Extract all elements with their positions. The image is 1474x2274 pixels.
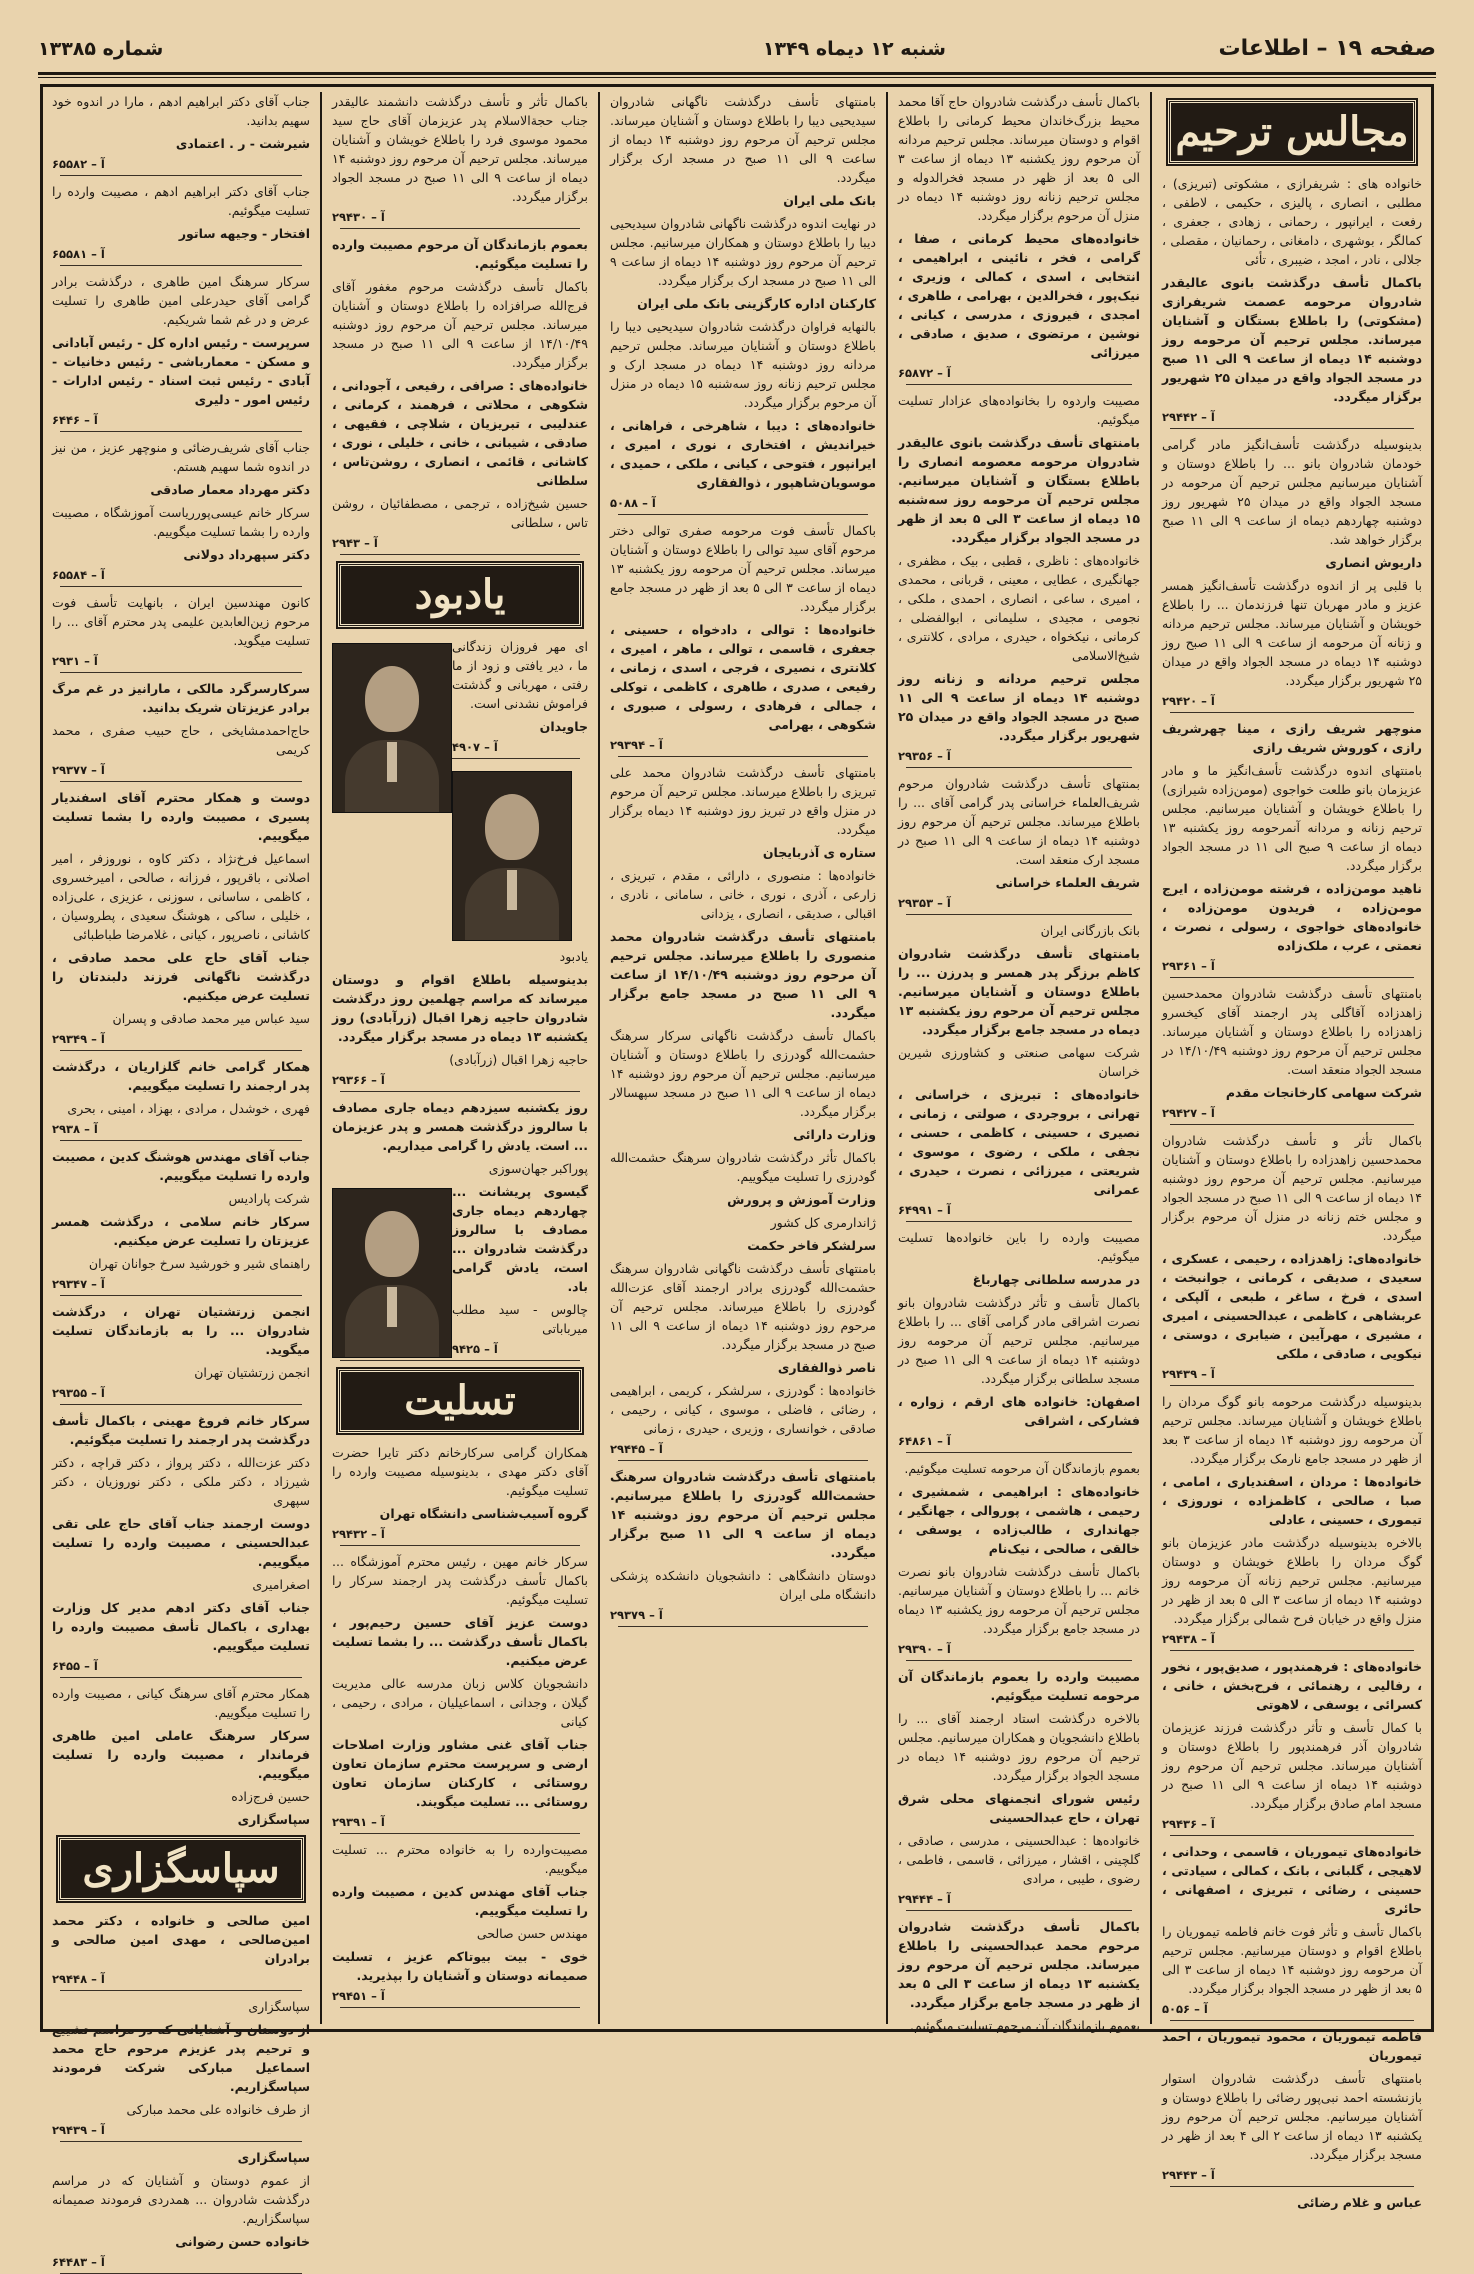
notice-divider bbox=[60, 431, 302, 432]
notice-list bbox=[1162, 174, 1422, 2212]
notice-divider bbox=[1170, 712, 1414, 713]
notice-divider bbox=[60, 1404, 302, 1405]
notice-text: خانواده‌ها : مردان ، اسفندیاری ، امامی ، صبا ، صالحی ، کاظمزاده ، نوروزی ، تیموری ، حسینی ، عادلی bbox=[1162, 1474, 1422, 1527]
notice-text: حاجیه زهرا اقبال (زرآبادی) bbox=[449, 1052, 588, 1067]
notice-text: یادبود bbox=[559, 949, 588, 964]
portrait-photo bbox=[452, 771, 572, 941]
header-rule bbox=[38, 72, 1436, 75]
notice-list bbox=[610, 92, 876, 1627]
banner-sepasgozari: سپاسگزاری bbox=[58, 1837, 304, 1901]
notice-text: همکار گرامی خانم گلزاریان ، درگذشت پدر ارجمند را تسلیت میگوییم. bbox=[52, 1059, 310, 1093]
column-1 bbox=[1154, 92, 1430, 2210]
notice-text: راهنمای شیر و خورشید سرخ جوانان تهران bbox=[88, 1256, 310, 1271]
notice-text: بدینوسیله درگذشت تأسف‌انگیز مادر گرامی خودمان شادروان بانو ... را باطلاع دوستان و آشنایان میرسانیم مجلس ترحیم آن مرحومه در مسجد الجواد واقع در میدان ۲۵ شهریور روز دوشنبه چهاردهم دیماه از ساعت ۹ الی ۱۱ صبح برگزار خواهد شد. bbox=[1162, 437, 1422, 547]
notice-text: خانواده‌ها : عبدالحسینی ، مدرسی ، صادقی ، گلچینی ، اقشار ، میرزائی ، قاسمی ، فاطمی ، رضوی ، طیبی ، مرادی bbox=[898, 1833, 1140, 1886]
notice-divider bbox=[906, 1660, 1132, 1661]
notice-text: سپاسگزاری bbox=[237, 2150, 310, 2165]
notice-text: خانواده‌های : ابراهیمی ، شمشیری ، رحیمی ، هاشمی ، پوروالی ، جهانگیر ، جهانداری ، طالب‌زاده ، یوسفی ، خالقی ، صالحی ، نیک‌نام bbox=[898, 1484, 1140, 1556]
notice-text: رئیس شورای انجمنهای محلی شرق تهران ، حاج عبدالحسینی bbox=[898, 1791, 1140, 1825]
notice-divider bbox=[906, 384, 1132, 385]
notice-divider bbox=[1170, 1650, 1414, 1651]
notice-text: باکمال تأسف درگذشت ناگهانی سرکار سرهنگ حشمت‌الله گودرزی را باطلاع دوستان و آشنایان میرسانیم. مجلس ترحیم آن مرحوم روز دوشنبه ۱۴ دیماه از ساعت ۹ الی ۱۱ صبح در مسجد سپهسالار برگزار میگردد. bbox=[610, 1028, 876, 1119]
notice-text: حسین فرج‌زاده bbox=[231, 1789, 310, 1804]
notice-text: بالاخره بدینوسیله درگذشت مادر عزیزمان بانو گوگ مردان را باطلاع خویشان و دوستان میرسانیم. مجلس ترحیم زنانه آن مرحومه روز دوشنبه ۱۴ دیماه از ساعت ۳ الی ۵ بعد از ظهر در منزل واقع در خیابان فرح شمالی برگزار میگردد. bbox=[1162, 1535, 1422, 1626]
notice-text: مصیبت‌وارده را به خانواده محترم ... تسلیت میگوییم. bbox=[332, 1842, 588, 1876]
notice-text: باکمال تأسف درگذشت بانوی عالیقدر شادروان مرحومه عصمت شریفرازی (مشکوتی) را باطلاع بستگان و آشنایان میرساند. مجلس ترحیم آن مرحومه روز دوشنبه ۱۴ دیماه از ساعت ۹ الی ۱۱ صبح در مسجد الجواد واقع در میدان ۲۵ شهریور برگزار میگردد. bbox=[1162, 275, 1422, 404]
notice-text: دوست و همکار محترم آقای اسفندیار پسیری ، مصیبت وارده را بشما تسلیت میگوییم. bbox=[52, 790, 310, 843]
notice-text: در مدرسه سلطانی چهارباغ bbox=[972, 1272, 1140, 1287]
notice-divider bbox=[60, 672, 302, 673]
notice-divider bbox=[340, 1833, 580, 1834]
notice-code: آ – ۲۹۴۵۱ bbox=[332, 1989, 385, 2003]
notice-text: همکار محترم آقای سرهنگ کیانی ، مصیبت وارده را تسلیت میگوییم. bbox=[52, 1686, 310, 1720]
notice-text: دکتر مهرداد معمار صادقی bbox=[150, 482, 310, 497]
portrait-head bbox=[365, 1211, 419, 1277]
notice-text: جناب آقای غنی مشاور وزارت اصلاحات ارضی و سرپرست محترم سازمان تعاون روستائی ، کارکنان سازمان تعاون روستائی ... تسلیت میگویند. bbox=[332, 1737, 588, 1809]
column-divider bbox=[598, 92, 600, 2024]
notice-text: بانک ملی ایران bbox=[783, 193, 876, 208]
portrait-tie bbox=[507, 870, 517, 910]
notice-list bbox=[52, 1911, 310, 2274]
notice-text: خانواده‌ها : گودرزی ، سرلشکر ، کریمی ، ابراهیمی ، رضائی ، فاضلی ، موسوی ، کیانی ، رحیمی ، صادقی ، خوانساری ، وزیری ، حیدری ، زمانی bbox=[610, 1383, 876, 1436]
notice-divider bbox=[1170, 428, 1414, 429]
notice-text: با کمال تأسف و تأثر درگذشت فرزند عزیزمان شادروان آذر فرهمندپور را باطلاع دوستان و آشنایان میرساند. مجلس ترحیم آن مرحوم روز دوشنبه ۱۴ دیماه از ساعت ۹ الی ۱۱ صبح در مسجد امام صادق برگزار میگردد. bbox=[1162, 1720, 1422, 1811]
banner-tasliyat: تسلیت bbox=[338, 1369, 582, 1433]
notice-text: جناب آقای مهندس هوشنگ کدین ، مصیبت وارده را تسلیت میگوییم. bbox=[52, 1149, 310, 1183]
notice-code: آ – ۲۹۳۶۶ bbox=[332, 1073, 385, 1087]
notice-text: بعموم بازماندگان آن مرحوم مصیبت وارده را تسلیت میگوئیم. bbox=[332, 237, 588, 271]
notice-list bbox=[332, 92, 588, 555]
notice-code: آ – ۶۴۴۶ bbox=[52, 413, 98, 427]
notice-text: بمنتهای تأسف درگذشت شادروان مرحوم شریف‌العلماء خراسانی پدر گرامی آقای ... را باطلاع میرساند. مجلس ترحیم آن مرحوم روز دوشنبه ۱۴ دیماه از ساعت ۹ الی ۱۱ صبح در مسجد ارک منعقد است. bbox=[898, 776, 1140, 867]
notice-text: با قلبی پر از اندوه درگذشت تأسف‌انگیز همسر عزیز و مادر مهربان تنها فرزندمان ... را باطلاع خویشان و آشنایان میرساند. مجلس ترحیم مردانه و زنانه آن مرحومه از ساعت ۹ الی ۱۱ صبح روز دوشنبه ۱۴ دیماه در مسجد الجواد واقع در میدان ۲۵ شهریور برگزار میگردد. bbox=[1162, 578, 1422, 688]
notice-list bbox=[898, 92, 1140, 2035]
notice-text: جناب آقای دکتر ابراهیم ادهم ، مارا در اندوه خود سهیم بدانید. bbox=[52, 94, 310, 128]
notice-code: آ – ۲۹۳۵۳ bbox=[898, 896, 951, 910]
notice-text: از طرف خانواده علی محمد مبارکی bbox=[126, 2102, 310, 2117]
notice-code: آ – ۲۹۳۷۷ bbox=[52, 763, 105, 777]
notice-text: گیسوی پریشانت ... چهاردهم دیماه جاری مصادف با سالروز درگذشت شادروان ... است، یادش گرامی باد. bbox=[452, 1184, 588, 1294]
notice-text: خانواده‌های : دیبا ، شاهرخی ، فراهانی ، خیراندیش ، افتخاری ، نوری ، امیری ، ایرانپور ، فتوحی ، کیانی ، ملکی ، حمیدی ، موسویان‌شاهپور ، ذوالفقاری bbox=[610, 418, 876, 490]
notice-code: آ – ۶۴۹۹۱ bbox=[898, 1203, 951, 1217]
notice-text: روز یکشنبه سیزدهم دیماه جاری مصادف با سالروز درگذشت همسر و پدر عزیزمان ... است. یادش را گرامی میداریم. bbox=[332, 1100, 588, 1153]
notice-divider bbox=[60, 1295, 302, 1296]
notice-text: خانواده‌های: زاهدزاده ، رحیمی ، عسکری ، سعیدی ، صدیقی ، کرمانی ، جوانبخت ، اسدی ، فرخ ، ساغر ، طبعی ، آلپکی ، عربشاهی ، کاظمی ، عبدالحسینی ، امیری ، مشیری ، مهرآیین ، ضیابری ، دوستی ، نیکویی ، صادقی ، ملکی bbox=[1162, 1251, 1422, 1361]
notice-text: خانواده‌های : صرافی ، رفیعی ، آجودانی ، شکوهی ، محلاتی ، فرهمند ، کرمانی ، عندلیبی ، تبریزیان ، شلاچی ، فقیهی ، صادقی ، شیبانی ، خانی ، خلیلی ، نوری ، کاشانی ، قائمی ، انصاری ، روشن‌تاس ، سلطانی bbox=[332, 378, 588, 488]
notice-text: خانواده های : شریفرازی ، مشکوتی (تبریزی) ، مطلبی ، انصاری ، پالیزی ، حکیمی ، لاطفی ، رفعت ، ایرانپور ، رحمانی ، زهادی ، جعفری ، کمالگر ، بوشهری ، دامغانی ، رحمانیان ، مقصلی ، جلالی ، نادر ، امجد ، ضیبری ، تأئی bbox=[1162, 176, 1422, 267]
notice-divider bbox=[60, 1990, 302, 1991]
column-2 bbox=[890, 92, 1148, 2033]
banner-majlis-tarhim: مجالس ترحیم bbox=[1168, 100, 1416, 164]
notice-text: بالنهایه فراوان درگذشت شادروان سیدیحیی دیبا را باطلاع دوستان و آشنایان میرساند. مجلس ترحیم مردانه روز دوشنبه ۱۴ دیماه در مسجد ارک و مجلس ترحیم زنانه روز سه‌شنبه ۱۵ دیماه در منزل آن مرحوم برگزار میگردد. bbox=[610, 319, 876, 410]
notice-text: باکمال تأثر و تأسف درگذشت دانشمند عالیقدر جناب حجةالاسلام پدر عزیزمان آقای حاج سید محمود موسوی فرد را باطلاع خویشان و آشنایان میرساند. مجلس ترحیم آن مرحوم روز دوشنبه ۱۴ دیماه از ساعت ۹ الی ۱۱ صبح در مسجد الجواد برگزار میگردد. bbox=[332, 94, 589, 204]
notice-code: آ – ۲۹۴۴۴ bbox=[898, 1892, 951, 1906]
notice-text: جناب آقای حاج علی محمد صادقی ، درگذشت ناگهانی فرزند دلبندتان را تسلیت عرض میکنیم. bbox=[52, 950, 310, 1003]
notice-text: بعموم بازماندگان آن مرحوم تسلیت میگوئیم. bbox=[910, 2018, 1140, 2033]
notice-text: شریف العلماء خراسانی bbox=[995, 875, 1140, 890]
notice-text: افتخار - وجیهه ساتور bbox=[178, 226, 310, 241]
notice-divider bbox=[60, 1050, 302, 1051]
notice-text: وزارت آموزش و پرورش bbox=[727, 1192, 876, 1207]
notice-text: منوچهر شریف رازی ، مینا چهرشریف رازی ، کوروش شریف رازی bbox=[1162, 721, 1422, 755]
notice-divider bbox=[60, 2141, 302, 2142]
notice-code: آ – ۲۹۳۹۱ bbox=[332, 1815, 385, 1829]
notice-code: آ – ۲۹۳۱ bbox=[52, 654, 98, 668]
notice-text: انجمن زرتشتیان تهران ، درگذشت شادروان ... را به بازماندگان تسلیت میگوید. bbox=[52, 1304, 310, 1357]
notice-text: اصفهان: خانواده های ارقم ، زواره ، فشارکی ، اشراقی bbox=[898, 1394, 1140, 1428]
notice-code: آ – ۲۹۳۷۹ bbox=[610, 1608, 663, 1622]
notice-code: آ – ۲۹۳۸ bbox=[52, 1122, 98, 1136]
column-5 bbox=[44, 92, 318, 2269]
notice-text: دکتر عزت‌الله ، دکتر پرواز ، دکتر قراچه ، دکتر شیرزاد ، دکتر ملکی ، دکتر نوروزیان ، دکتر سپهری bbox=[52, 1455, 310, 1508]
banner-yadbood: یادبود bbox=[338, 563, 582, 627]
notice-text: داریوش انصاری bbox=[1325, 555, 1422, 570]
notice-divider bbox=[60, 1677, 302, 1678]
notice-text: گروه آسیب‌شناسی دانشگاه تهران bbox=[379, 1506, 588, 1521]
portrait-tie bbox=[387, 742, 397, 782]
notice-text: ژاندارمری کل کشور bbox=[770, 1215, 876, 1230]
notice-text: بامنتهای تأسف درگذشت شادروان کاظم برزگر پدر همسر و پدرزن ... را باطلاع دوستان و آشنایان میرسانیم. مجلس ترحیم آن مرحوم روز یکشنبه ۱۳ دیماه در مسجد جامع برگزار میگردد. bbox=[898, 946, 1140, 1037]
notice-divider bbox=[618, 1460, 868, 1461]
notice-text: ناصر ذوالفقاری bbox=[777, 1360, 876, 1375]
notice-text: باکمال تأسف درگذشت شادروان حاج آقا محمد محیط بزرگ‌خاندان محیط کرمانی را باطلاع اقوام و دوستان میرساند. مجلس ترحیم مردانه آن مرحوم روز یکشنبه ۱۳ دیماه از ساعت ۳ الی ۵ بعد از ظهر در مسجد فخرالدوله و مجلس ترحیم زنانه روز دوشنبه ۱۴ دیماه در منزل آن مرحوم برگزار میگردد. bbox=[898, 94, 1140, 223]
notice-text: دوست عزیز آقای حسین رحیم‌پور ، باکمال تأسف درگذشت ... را بشما تسلیت عرض میکنیم. bbox=[332, 1615, 588, 1668]
notice-text: همکاران گرامی سرکارخانم دکتر تایرا حضرت آقای دکتر مهدی ، بدینوسیله مصیبت وارده را تسلیت میگوئیم. bbox=[332, 1445, 588, 1498]
notice-divider bbox=[60, 175, 302, 176]
notice-code: آ – ۲۹۴۲۷ bbox=[1162, 1106, 1215, 1120]
notice-divider bbox=[60, 781, 302, 782]
notice-divider bbox=[906, 767, 1132, 768]
notice-text: عباس و غلام رضائی bbox=[1297, 2195, 1422, 2210]
notice-code: آ – ۲۹۴۳۶ bbox=[1162, 1817, 1215, 1831]
portrait-photo bbox=[332, 1188, 452, 1358]
notice-text: بامنتهای تأسف درگذشت شادروان محمدحسین زاهدزاده آقاگلی پدر ارجمند آقای کیخسرو زاهدزاده را باطلاع دوستان و آشنایان میرساند. مجلس ترحیم آن مرحوم روز دوشنبه ۱۴/۱۰/۴۹ در مسجد الجواد منعقد است. bbox=[1162, 986, 1422, 1077]
notice-text: باکمال تأسف درگذشت شادروان مرحوم محمد عبدالحسینی را باطلاع میرساند. مجلس ترحیم آن مرحوم روز یکشنبه ۱۳ دیماه از ساعت ۳ الی ۵ بعد از ظهر در مسجد جامع برگزار میگردد. bbox=[898, 1919, 1140, 2010]
notice-code: آ – ۲۹۴۳۰ bbox=[332, 210, 385, 224]
notice-code: آ – ۵۰۵۶ bbox=[1162, 2002, 1208, 2016]
notice-text: باکمال تأثر درگذشت شادروان سرهنگ حشمت‌الله گودرزی را تسلیت میگوییم. bbox=[610, 1150, 876, 1184]
notice-code: آ – ۲۹۳۵۶ bbox=[898, 749, 951, 763]
notice-text: بامنتهای تأسف درگذشت شادروان استوار بازنشسته احمد نبی‌پور رضائی را باطلاع دوستان و آشنایان میرسانیم. مجلس ترحیم آن مرحوم روز یکشنبه ۱۳ دیماه از ساعت ۲ الی ۴ بعد از ظهر در مسجد برگزار میگردد. bbox=[1162, 2071, 1422, 2162]
notice-text: سرکار سرهنگ امین طاهری ، درگذشت برادر گرامی آقای حیدرعلی امین طاهری را تسلیت عرض و در غم شما شریکیم. bbox=[52, 274, 310, 327]
notice-text: بالاخره درگذشت استاد ارجمند آقای ... را باطلاع دانشجویان و همکاران میرسانیم. مجلس ترحیم آن مرحوم روز دوشنبه ۱۴ دیماه در مسجد الجواد برگزار میگردد. bbox=[898, 1711, 1140, 1783]
notice-text: سرکار خانم فروغ مهینی ، باکمال تأسف درگذشت پدر ارجمند را تسلیت میگوئیم. bbox=[52, 1413, 310, 1447]
notice-text: سپاسگزاری bbox=[237, 1812, 310, 1827]
issue-number: شماره ۱۳۳۸۵ bbox=[38, 38, 164, 60]
notice-text: جناب آقای دکتر ابراهیم ادهم ، مصیبت وارده را تسلیت میگوئیم. bbox=[52, 184, 310, 218]
notice-text: از عموم دوستان و آشنایان که در مراسم درگذشت شادروان ... همدردی فرمودند صمیمانه سپاسگزاریم. bbox=[52, 2173, 310, 2226]
notice-text: شرکت پارادیس bbox=[228, 1191, 310, 1206]
notice-text: دانشجویان کلاس زبان مدرسه عالی مدیریت گیلان ، وجدانی ، اسماعیلیان ، مرادی ، رحیمی ، کیانی bbox=[332, 1676, 588, 1729]
notice-code: آ – ۲۹۴۴۵ bbox=[610, 1442, 663, 1456]
notice-text: خانواده‌ها : منصوری ، دارائی ، مقدم ، تبریزی ، زارعی ، آذری ، نوری ، خانی ، سامانی ، نادری ، اقبالی ، صدیقی ، انصاری ، یزدانی bbox=[610, 868, 876, 921]
notice-code: آ – ۲۹۴۳ bbox=[332, 536, 378, 550]
notice-divider bbox=[340, 2007, 580, 2008]
portrait-tie bbox=[387, 1287, 397, 1327]
notice-text: بدینوسیله باطلاع اقوام و دوستان میرساند که مراسم چهلمین روز درگذشت شادروان حاجیه زهرا اقبال (زرآبادی) روز یکشنبه ۱۳ دیماه در مسجد برگزار میگردد. bbox=[332, 972, 588, 1044]
notice-text: خانواده‌های : ناظری ، قطبی ، بیک ، مظفری ، جهانگیری ، عطایی ، معینی ، قربانی ، محمدی ، امیری ، ساعی ، انصاری ، احمدی ، ملکی ، نجومی ، مجیدی ، سلیمانی ، ابوالفضلی ، کرمانی ، نیکخواه ، حیدری ، مرادی ، کلانتری ، شیخ‌الاسلامی bbox=[898, 553, 1140, 663]
notice-divider bbox=[1170, 1835, 1414, 1836]
notice-text: دوستان دانشگاهی : دانشجویان دانشکده پزشکی دانشگاه ملی ایران bbox=[610, 1568, 876, 1602]
notice-text: مصیبت وارده را باین خانواده‌ها تسلیت میگوئیم. bbox=[898, 1230, 1140, 1264]
notice-text: بانک بازرگانی ایران bbox=[1040, 923, 1140, 938]
notice-divider bbox=[340, 554, 580, 555]
notice-code: آ – ۶۴۸۶۱ bbox=[898, 1434, 951, 1448]
notice-text: شیرشت - ر . اعتمادی bbox=[175, 136, 310, 151]
notice-text: بامنتهای تأسف درگذشت ناگهانی شادروان سرهنگ حشمت‌الله گودرزی برادر ارجمند آقای عزت‌الله گودرزی را باطلاع میرساند. مجلس ترحیم آن مرحوم روز دوشنبه ۱۴ دیماه از ساعت ۹ الی ۱۱ صبح در مسجد برگزار میگردد. bbox=[610, 1261, 876, 1352]
notice-text: دوست ارجمند جناب آقای حاج علی تقی عبدالحسینی ، مصیبت وارده را تسلیت میگوییم. bbox=[52, 1516, 310, 1569]
notice-divider bbox=[60, 265, 302, 266]
notice-text: پوراکبر جهان‌سوزی bbox=[488, 1161, 588, 1176]
notice-text: خانواده‌های : فرهمندپور ، صدیق‌پور ، نخور ، رفالیی ، رهنمائی ، فرح‌بخش ، خانی ، کسرائی ، یوسفی ، لاهوتی bbox=[1162, 1659, 1422, 1712]
column-divider bbox=[320, 92, 322, 2024]
notice-text: مجلس ترحیم مردانه و زنانه روز دوشنبه ۱۴ دیماه از ساعت ۹ الی ۱۱ صبح در مسجد الجواد واقع در میدان ۲۵ شهریور برگزار میگردد. bbox=[898, 671, 1140, 743]
notice-code: آ – ۲۹۳۶۱ bbox=[1162, 959, 1215, 973]
notice-text: سید عباس میر محمد صادقی و پسران bbox=[112, 1011, 310, 1026]
notice-text: حاج‌احمدمشایخی ، حاج حبیب صفری ، محمد کریمی bbox=[52, 723, 310, 757]
notice-code: آ – ۲۹۴۳۹ bbox=[1162, 1367, 1215, 1381]
notice-text: سرکارسرگرد مالکی ، مارانیز در غم مرگ برادر عزیزتان شریک بدانید. bbox=[52, 681, 310, 715]
notice-code: آ – ۹۴۲۵ bbox=[452, 1342, 498, 1356]
notice-divider bbox=[618, 514, 868, 515]
notice-text: باکمال تأثر و تأسف درگذشت شادروان محمدحسین زاهدزاده را باطلاع دوستان و آشنایان میرسانیم. مجلس ترحیم آن مرحوم روز دوشنبه ۱۴ دیماه از ساعت ۹ الی ۱۱ صبح در مسجد الجواد و مجلس ختم زنانه در منزل آن مرحوم برگزار میگردد. bbox=[1162, 1133, 1422, 1243]
notice-text: فهری ، خوشدل ، مرادی ، بهزاد ، امینی ، بحری bbox=[67, 1101, 310, 1116]
column-3 bbox=[602, 92, 884, 2022]
notice-code: آ – ۲۹۳۹۰ bbox=[898, 1642, 951, 1656]
notice-text: باکمال تأسف درگذشت شادروان بانو نصرت خانم ... را باطلاع دوستان و آشنایان میرسانیم. مجلس ترحیم آن مرحومه روز یکشنبه ۱۳ دیماه در مسجد جامع برگزار میگردد. bbox=[898, 1564, 1141, 1636]
portrait-head bbox=[365, 666, 419, 732]
page-label: صفحه ۱۹ – اطلاعات bbox=[1218, 36, 1436, 61]
notice-text: حسین شیخ‌زاده ، ترجمی ، مصطفائیان ، روشن تاس ، سلطانی bbox=[332, 496, 588, 530]
notice-text: جناب آقای دکتر ادهم مدیر کل وزارت بهداری ، باکمال تأسف مصیبت وارده را تسلیت میگوییم. bbox=[52, 1600, 310, 1653]
notice-code: آ – ۶۵۸۷۲ bbox=[898, 366, 951, 380]
notice-text: خانواده‌های محیط کرمانی ، صفا ، گرامی ، فخر ، نائینی ، ابراهیمی ، انتخابی ، اسدی ، کمالی ، وزیری ، نیک‌پور ، فخرالدین ، بهرامی ، طاهری ، امجدی ، فیروزی ، مدرسی ، کیانی ، نوشین ، مرتضوی ، صدیق ، صادقی ، میرزائی bbox=[898, 231, 1140, 360]
notice-text: سرکار سرهنگ عاملی امین طاهری فرماندار ، مصیبت وارده را تسلیت میگوییم. bbox=[52, 1728, 310, 1781]
notice-code: آ – ۲۹۴۳۲ bbox=[332, 1527, 385, 1541]
portrait-head bbox=[485, 794, 539, 860]
notice-text: خانواده‌های : تبریزی ، خراسانی ، تهرانی ، بروجردی ، صولتی ، زمانی ، نصیری ، حسینی ، کاظمی ، حسنی ، نجفی ، ملکی ، رضوی ، موسوی ، شریعتی ، میرزائی ، نصرت ، حیدری ، عمرانی bbox=[898, 1087, 1140, 1197]
notice-text: سرپرست - رئیس اداره کل - رئیس آبادانی و مسکن - معمارباشی - رئیس دخانیات - آبادی - رئیس ثبت اسناد - رئیس ادارات - رئیس امور - دلیری bbox=[52, 335, 310, 407]
notice-text: بامنتهای تأسف درگذشت ناگهانی شادروان سیدیحیی دیبا را باطلاع دوستان و آشنایان میرساند. مجلس ترحیم آن مرحوم روز دوشنبه ۱۴ دیماه از ساعت ۹ الی ۱۱ صبح در مسجد ارک برگزار میگردد. bbox=[610, 94, 876, 185]
notice-code: آ – ۲۹۴۴۲ bbox=[1162, 410, 1215, 424]
notice-text: بعموم بازماندگان آن مرحومه تسلیت میگوئیم. bbox=[904, 1461, 1140, 1476]
notice-text: بامنتهای اندوه درگذشت تأسف‌انگیز ما و مادر عزیزمان بانو طلعت خواجوی (مومن‌زاده شیرازی) را باطلاع خویشان و آشنایان میرسانیم. مجلس ترحیم زنانه و مردانه آنمرحومه روز یکشنبه ۱۳ دیماه از ساعت ۹ صبح الی ۱۱ در مسجد الجواد برگزار میگردد. bbox=[1162, 763, 1422, 873]
notice-text: فاطمه تیموریان ، محمود تیموریان ، احمد تیموریان bbox=[1162, 2029, 1422, 2063]
notice-text: ای مهر فروزان زندگانی ما ، دیر یافتی و زود از ما رفتی ، مهربانی و گذشتت فراموش نشدنی است. bbox=[452, 639, 588, 711]
notice-code: آ – ۶۴۴۸۳ bbox=[52, 2255, 105, 2269]
notice-divider bbox=[906, 914, 1132, 915]
notice-divider bbox=[618, 756, 868, 757]
column-divider bbox=[1150, 92, 1152, 2024]
notice-code: آ – ۲۹۴۲۰ bbox=[1162, 694, 1215, 708]
notice-divider bbox=[1170, 977, 1414, 978]
notice-code: آ – ۲۹۴۳۹ bbox=[52, 2123, 105, 2137]
notice-divider bbox=[340, 1360, 580, 1361]
notice-divider bbox=[1170, 1385, 1414, 1386]
notice-text: جناب آقای مهندس کدین ، مصیبت وارده را تسلیت میگوییم. bbox=[332, 1884, 588, 1918]
notice-text: اسماعیل فرخ‌نژاد ، دکتر کاوه ، نوروزفر ، امیر اصلانی ، باقرپور ، فرزانه ، صالحی ، امیرخسروی ، کاظمی ، ساسانی ، سوزنی ، عزیزی ، علی‌زاده ، خلیلی ، ساکی ، هوشنگ سعیدی ، پطروسیان ، کاشانی ، ناصرپور ، کیانی ، غلامرضا طباطبائی bbox=[52, 851, 310, 942]
notice-list bbox=[52, 92, 310, 1829]
notice-text: دکتر سپهرداد دولانی bbox=[183, 547, 310, 562]
notice-text: بامنتهای تأسف درگذشت بانوی عالیقدر شادروان مرحومه معصومه انصاری را باطلاع بستگان و آشنایان میرسانیم. مجلس ترحیم آن مرحومه روز سه‌شنبه ۱۵ دیماه از ساعت ۳ الی ۵ بعد از ظهر در مسجد الجواد برگزار میگردد. bbox=[898, 435, 1140, 545]
portrait-photo bbox=[332, 643, 452, 813]
notice-text: ستاره ی آذربایجان bbox=[762, 845, 876, 860]
notice-text: جناب آقای شریف‌رضائی و منوچهر عزیز ، من نیز در اندوه شما سهیم هستم. bbox=[52, 440, 310, 474]
notice-code: آ – ۲۹۳۴۹ bbox=[52, 1032, 105, 1046]
notice-text: باکمال تأسف درگذشت مرحوم مغفور آقای فرج‌الله صرافزاده را باطلاع دوستان و آشنایان میرساند. مجلس ترحیم آن مرحوم روز دوشنبه ۱۴/۱۰/۴۹ از ساعت ۹ الی ۱۱ صبح در مسجد برگزار میگردد. bbox=[332, 279, 588, 370]
notice-text: بامنتهای تأسف درگذشت شادروان سرهنگ حشمت‌الله گودرزی را باطلاع میرسانیم. مجلس ترحیم آن مرحوم روز دوشنبه ۱۴ دیماه از ساعت ۹ الی ۱۱ صبح برگزار میگردد. bbox=[610, 1469, 876, 1560]
notice-text: باکمال تأسف و تأثر درگذشت شادروان بانو نصرت اشراقی مادر گرامی آقای ... را باطلاع میرسانیم. مجلس ترحیم آن مرحومه روز دوشنبه ۱۴ دیماه از ساعت ۹ الی ۱۱ صبح در مسجد سلطانی برگزار میگردد. bbox=[898, 1295, 1140, 1386]
notice-divider bbox=[618, 1626, 868, 1627]
notice-text: باکمال تأسف و تأثر فوت خانم فاطمه تیموریان را باطلاع اقوام و دوستان میرسانیم. مجلس ترحیم آن مرحومه روز دوشنبه ۱۴ دیماه از ساعت ۳ الی ۵ بعد از ظهر در مسجد الجواد برگزار میگردد. bbox=[1162, 1924, 1422, 1996]
notice-code: آ – ۶۴۵۵ bbox=[52, 1659, 98, 1673]
notice-text: شرکت سهامی صنعتی و کشاورزی شیرین خراسان bbox=[898, 1045, 1140, 1079]
notice-text: بامنتهای تأسف درگذشت شادروان محمد علی تبریزی را باطلاع میرساند. مجلس ترحیم آن مرحوم در منزل واقع در تبریز روز دوشنبه ۱۴ دیماه برگزار میگردد. bbox=[610, 765, 876, 837]
notice-divider bbox=[906, 1452, 1132, 1453]
notice-divider bbox=[340, 1091, 580, 1092]
notice-text: سرکار خانم عیسی‌پور‌ریاست آموزشگاه ، مصیبت وارده را بشما تسلیت میگوییم. bbox=[52, 505, 310, 539]
notice-divider bbox=[340, 228, 580, 229]
date-line: شنبه ۱۲ دیماه ۱۳۴۹ bbox=[762, 38, 946, 60]
notice-divider bbox=[60, 1140, 302, 1141]
notice-code: آ – ۶۵۵۸۴ bbox=[52, 568, 105, 582]
notice-text: خانواده حسن رضوانی bbox=[175, 2234, 310, 2249]
notice-code: آ – ۶۵۵۸۲ bbox=[52, 157, 105, 171]
page-header bbox=[38, 28, 1436, 72]
notice-code: آ – ۲۹۴۴۸ bbox=[52, 1972, 105, 1986]
column-4 bbox=[324, 92, 596, 2022]
notice-text: ناهید مومن‌زاده ، فرشته مومن‌زاده ، ایرج مومن‌زاده ، فریدون مومن‌زاده ، خانواده‌های خواجوی ، رسولی ، نصرت ، نعمتی ، عرب ، ملک‌زاده bbox=[1162, 881, 1422, 953]
notice-text: کانون مهندسین ایران ، بانهایت تأسف فوت مرحوم زین‌العابدین علیمی پدر محترم آقای ... را تسلیت میگوید. bbox=[52, 595, 310, 648]
notice-divider bbox=[1170, 2020, 1414, 2021]
notice-text: خوی - بیت بیوتاکم عزیز ، تسلیت صمیمانه دوستان و آشنایان را بپذیرید. bbox=[332, 1949, 588, 1983]
notice-divider bbox=[340, 1545, 580, 1546]
notice-text: اصغرامیری bbox=[252, 1577, 310, 1592]
notice-text: بدینوسیله درگذشت مرحومه بانو گوگ مردان را باطلاع خویشان و آشنایان میرساند. مجلس ترحیم آن مرحومه روز دوشنبه ۱۴ دیماه از ساعت ۳ بعد از ظهر در مسجد جامع نارمک برگزار میگردد. bbox=[1162, 1394, 1422, 1466]
notice-text: در نهایت اندوه درگذشت ناگهانی شادروان سیدیحیی دیبا را باطلاع دوستان و همکاران میرسانیم. مجلس ترحیم آن مرحوم روز دوشنبه ۱۴ دیماه از ساعت ۹ الی ۱۱ صبح در مسجد ارک برگزار میگردد. bbox=[610, 216, 876, 288]
notice-text: خانواده‌ها : توالی ، دادخواه ، حسینی ، جعفری ، قاسمی ، توالی ، ماهر ، امیری ، کلانتری ، نصیری ، فرجی ، اسدی ، زمانی ، رفیعی ، صدری ، طاهری ، کاظمی ، توکلی ، جمالی ، فرهادی ، رسولی ، صبوری ، شکوهی ، بهرامی bbox=[610, 622, 876, 732]
notice-text: باکمال تأسف فوت مرحومه صفری توالی دختر مرحوم آقای سید توالی را باطلاع دوستان و آشنایان میرساند. مجلس ترحیم آن مرحومه روز یکشنبه ۱۳ دیماه از ساعت ۳ الی ۵ بعد از ظهر در مسجد جامع برگزار میگردد. bbox=[610, 523, 876, 614]
notice-divider bbox=[1170, 1124, 1414, 1125]
notice-text: خانواده‌های تیموریان ، قاسمی ، وحدانی ، لاهیجی ، گلبانی ، بانک ، کمالی ، سیادتی ، حسینی ، رضائی ، تبریزی ، اصفهانی ، حائری bbox=[1162, 1844, 1422, 1916]
notice-code: آ – ۲۹۳۵۵ bbox=[52, 1386, 105, 1400]
notice-text: سرکار خانم سلامی ، درگذشت همسر عزیزتان را تسلیت عرض میکنیم. bbox=[52, 1214, 310, 1248]
notice-text: کارکنان اداره کارگزینی بانک ملی ایران bbox=[637, 296, 876, 311]
notice-text: سرلشکر فاخر حکمت bbox=[747, 1238, 876, 1253]
notice-text: مهندس حسن صالحی bbox=[476, 1926, 588, 1941]
notice-code: آ – ۶۵۵۸۱ bbox=[52, 247, 105, 261]
notice-text: سرکار خانم مهین ، رئیس محترم آموزشگاه ... باکمال تأسف درگذشت پدر ارجمند سرکار را تسلیت میگوئیم. bbox=[332, 1554, 588, 1607]
notice-code: آ – ۲۹۴۳۸ bbox=[1162, 1632, 1215, 1646]
notice-list bbox=[332, 1443, 588, 2008]
notice-divider bbox=[1170, 2186, 1414, 2187]
notice-text: سپاسگزاری bbox=[248, 1999, 310, 2014]
notice-text: از دوستان و آشنایانی که در مراسم تشییع و ترحیم پدر عزیزم مرحوم حاج محمد اسماعیل مبارکی شرکت فرمودند سپاسگزاریم. bbox=[52, 2022, 310, 2094]
notice-text: بامنتهای تأسف درگذشت شادروان محمد منصوری را باطلاع میرساند. مجلس ترحیم آن مرحوم روز دوشنبه ۱۴/۱۰/۴۹ از ساعت ۹ الی ۱۱ صبح در مسجد جامع برگزار میگردد. bbox=[610, 929, 876, 1020]
header-rule-thin bbox=[38, 77, 1436, 78]
notice-text: مصیبت واردوه را بخانواده‌های عزادار تسلیت میگوئیم. bbox=[898, 393, 1140, 427]
notice-divider bbox=[906, 1221, 1132, 1222]
notice-text: مصیبت وارده را بعموم بازماندگان آن مرحومه تسلیت میگوئیم. bbox=[898, 1669, 1140, 1703]
notice-text: انجمن زرتشتیان تهران bbox=[194, 1365, 310, 1380]
notice-text: امین صالحی و خانواده ، دکتر محمد امین‌صالحی ، مهدی امین صالحی و برادران bbox=[52, 1913, 310, 1966]
column-divider bbox=[886, 92, 888, 2024]
notice-text: جاویدان bbox=[539, 719, 588, 734]
notice-code: آ – ۵۰۸۸ bbox=[610, 496, 656, 510]
notice-divider bbox=[60, 586, 302, 587]
notice-divider bbox=[906, 1910, 1132, 1911]
notice-text: شرکت سهامی کارخانجات مقدم bbox=[1225, 1085, 1422, 1100]
notice-code: آ – ۲۹۴۴۳ bbox=[1162, 2168, 1215, 2182]
notice-code: آ – ۲۹۳۹۴ bbox=[610, 738, 663, 752]
notice-code: آ – ۲۹۳۴۷ bbox=[52, 1277, 105, 1291]
notice-text: چالوس - سید مطلب میرباباتی bbox=[452, 1302, 588, 1336]
notice-text: وزارت دارائی bbox=[793, 1127, 876, 1142]
notice-code: آ – ۴۹۰۷ bbox=[452, 740, 498, 754]
